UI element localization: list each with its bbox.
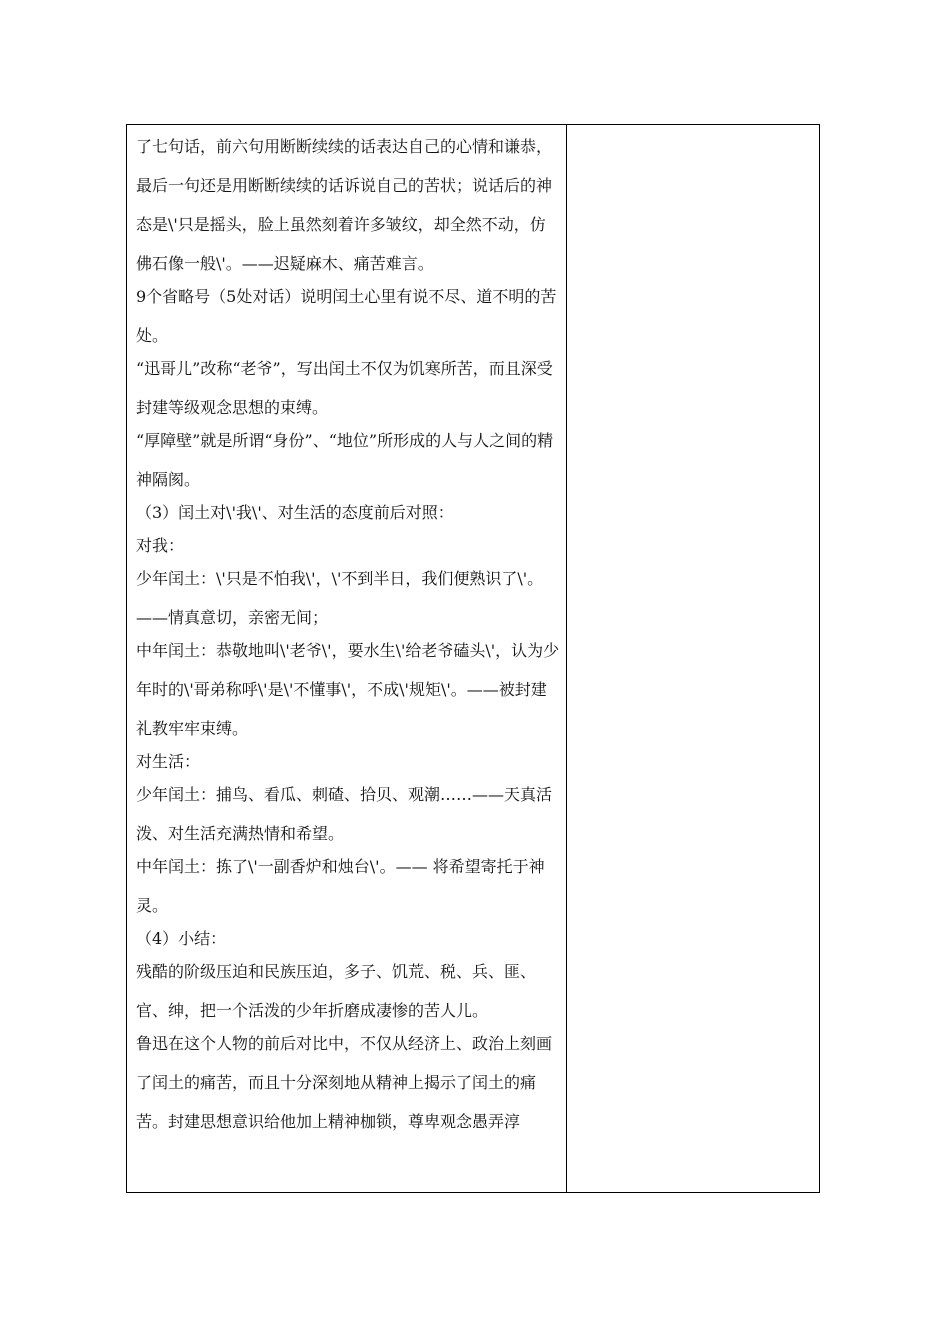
paragraph: “厚障壁”就是所谓“身份”、“地位”所形成的人与人之间的精神隔阂。: [136, 431, 554, 489]
paragraph: 鲁迅在这个人物的前后对比中，不仅从经济上、政治上刻画了闰土的痛苦，而且十分深刻地从精神上揭示了闰土的痛苦。封建思想意识给他加上精神枷锁，尊卑观念愚弄淳: [136, 1034, 553, 1131]
paragraph: （4）小结：: [136, 929, 227, 948]
paragraph: 少年闰土：捕鸟、看瓜、刺碴、拾贝、观潮……——天真活泼、对生活充满热情和希望。: [136, 785, 553, 843]
right-column: [567, 125, 819, 1192]
paragraph: “迅哥儿”改称“老爷”，写出闰土不仅为饥寒所苦，而且深受封建等级观念思想的束缚。: [136, 359, 553, 417]
left-column: [127, 125, 567, 1192]
paragraph: 9个省略号（5处对话）说明闰土心里有说不尽、道不明的苦处。: [136, 287, 557, 345]
paragraph: 中年闰土：恭敬地叫\'老爷\'，要水生\'给老爷磕头\'，认为少年时的\'哥弟称呼\'是\'不懂事\'，不成\'规矩\'。——被封建礼教牢牢束缚。: [136, 641, 560, 738]
paragraph: （3）闰土对\'我\'、对生活的态度前后对照：: [136, 503, 454, 522]
paragraph: 对生活：: [136, 752, 201, 771]
paragraph: 中年闰土：拣了\'一副香炉和烛台\'。—— 将希望寄托于神灵。: [136, 857, 545, 915]
content-table: [126, 124, 820, 1193]
paragraph: 少年闰土：\'只是不怕我\'，\'不到半日，我们便熟识了\'。——情真意切，亲密无间；: [136, 569, 544, 627]
paragraph: 残酷的阶级压迫和民族压迫，多子、饥荒、税、兵、匪、官、绅，把一个活泼的少年折磨成凄惨的苦人儿。: [136, 962, 537, 1020]
paragraph: 了七句话，前六句用断断续续的话表达自己的心情和谦恭，最后一句还是用断断续续的话诉说自己的苦状；说话后的神态是\'只是摇头，脸上虽然刻着许多皱纹，却全然不动，仿佛石像一般\'。——迟疑麻木、痛苦难言。: [136, 137, 553, 273]
paragraph: 对我：: [136, 536, 185, 555]
